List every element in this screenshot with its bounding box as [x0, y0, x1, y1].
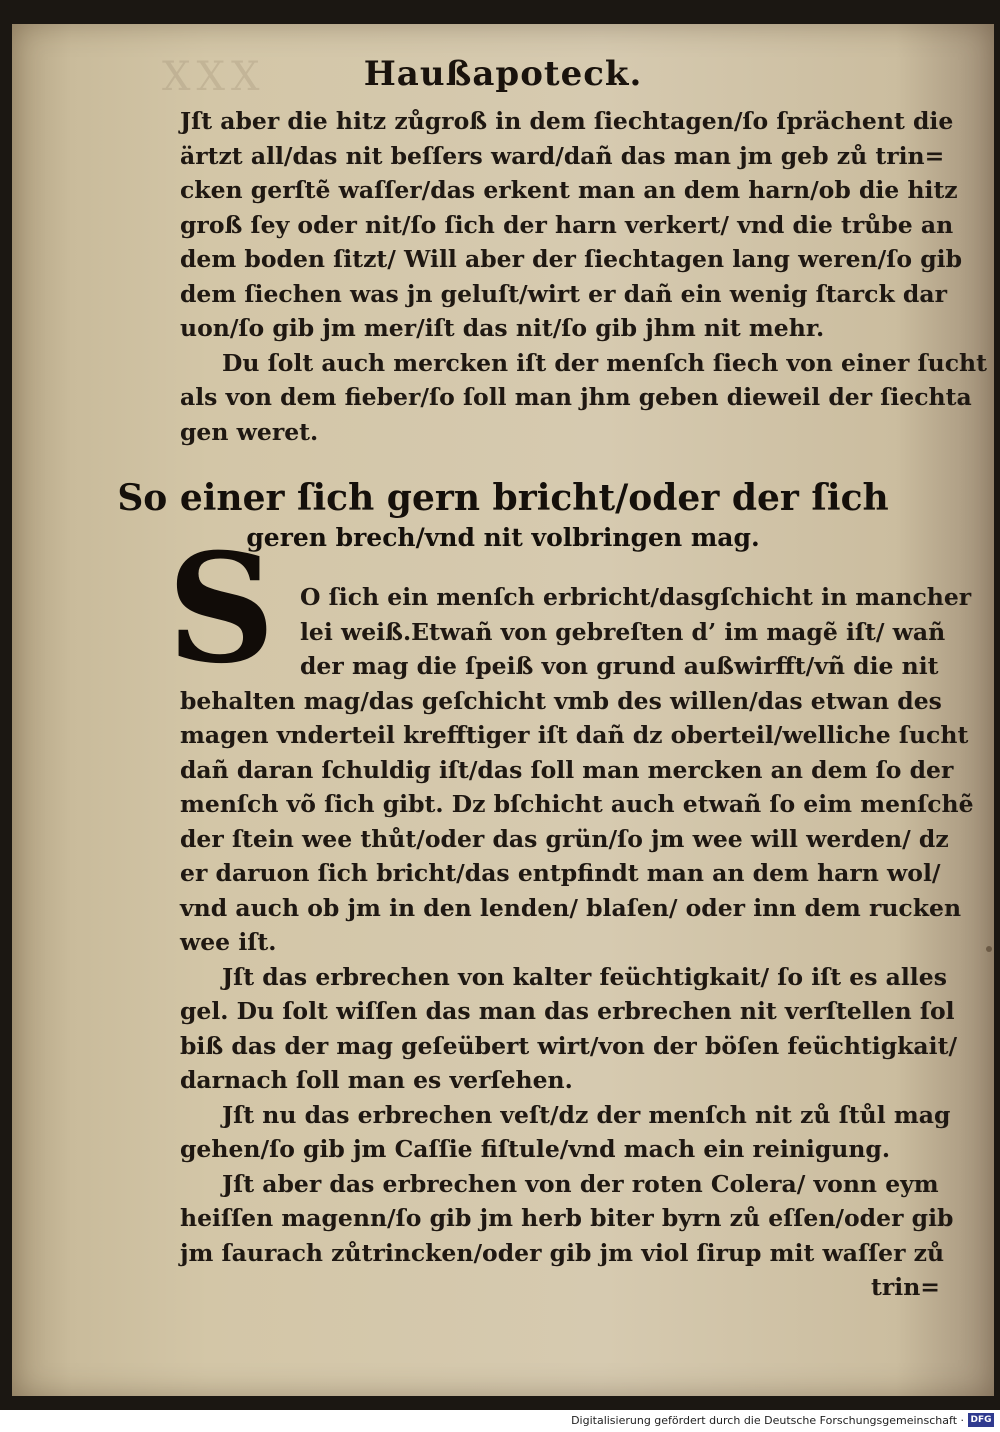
text-line: dem boden ſitzt/ Will aber der ſiechtagen lang weren/ſo gib [180, 245, 963, 273]
text-line: ärtzt all/das nit beſſers ward/dañ das man jm geb zů trin= [180, 141, 945, 170]
ghost-folio-number: XXX [162, 54, 266, 100]
catchword: trin= [871, 1273, 940, 1301]
text-line: Jſt aber das erbrechen von der roten Colera/ vonn eym [222, 1169, 939, 1198]
text-line: jm ſaurach zůtrincken/oder gib jm viol ſirup mit waſſer zů [180, 1238, 945, 1267]
dfg-logo: DFG [968, 1413, 994, 1427]
running-head: Haußapoteck. [363, 54, 643, 94]
text-line: behalten mag/das geſchicht vmb des willen/das etwan des [180, 686, 942, 715]
edge-mark [986, 946, 992, 952]
paragraph-2 [180, 580, 974, 1305]
text-line: dañ daran ſchuldig iſt/das ſoll man mercken an dem ſo der [180, 755, 954, 784]
text-line: Jſt das erbrechen von kalter feüchtigkait/ ſo iſt es alles [222, 962, 947, 991]
text-line: der mag die ſpeiß von grund außwirfft/vñ die nit [300, 652, 939, 680]
section-heading-line-1: So einer ſich gern bricht/oder der ſich [117, 477, 889, 519]
text-line: gel. Du ſolt wiſſen das man das erbrechen nit verſtellen ſol [180, 997, 955, 1025]
text-line: gen weret. [180, 417, 319, 446]
book-page [12, 24, 994, 1396]
section-heading-line-2: geren brech/vnd nit volbringen mag. [246, 523, 760, 552]
text-line: Jſt nu das erbrechen veſt/dz der menſch nit zů ſtůl mag [222, 1100, 951, 1129]
funding-credit: Digitalisierung gefördert durch die Deutsche Forschungsgemeinschaft · [571, 1414, 964, 1427]
text-line: groß ſey oder nit/ſo ſich der harn verkert/ vnd die trůbe an [180, 210, 954, 239]
text-line: dem ſiechen was jn geluſt/wirt er dañ ein wenig ſtarck dar [180, 279, 947, 308]
text-line: lei weiß.Etwañ von gebreſten d’ im magẽ iſt/ wañ [300, 617, 946, 646]
text-line: gehen/ſo gib jm Caſſie fiſtule/vnd mach ein reinigung. [180, 1135, 891, 1163]
text-line: O ſich ein menſch erbricht/dasgſchicht in mancher [300, 583, 972, 611]
text-line: magen vnderteil krefftiger iſt dañ dz oberteil/welliche ſucht [180, 721, 969, 749]
decorated-initial: S [167, 521, 276, 697]
text-line: biß das der mag geſeübert wirt/von der böſen feüchtigkait/ [180, 1031, 958, 1060]
text-line: cken gerſtẽ waſſer/das erkent man an dem harn/ob die hitz [180, 176, 958, 204]
text-line: er daruon ſich bricht/das entpfindt man an dem harn wol/ [180, 859, 941, 887]
text-line: heiſſen magenn/ſo gib jm herb biter byrn zů eſſen/oder gib [180, 1204, 954, 1232]
section-heading [12, 476, 994, 556]
text-line: uon/ſo gib jm mer/iſt das nit/ſo gib jhm nit mehr. [180, 314, 825, 342]
text-line: der ſtein wee thůt/oder das grün/ſo jm wee will werden/ dz [180, 824, 949, 853]
text-line: menſch võ ſich gibt. Dz bſchicht auch etwañ ſo eim menſchẽ [180, 790, 974, 818]
paragraph-1 [180, 104, 987, 449]
text-line: als von dem fieber/ſo ſoll man jhm geben dieweil der ſiechta [180, 383, 972, 411]
text-line: wee iſt. [180, 928, 277, 956]
text-line: vnd auch ob jm in den lenden/ blaſen/ oder inn dem rucken [180, 893, 962, 922]
footer-bar [0, 1410, 1000, 1432]
text-line: Jſt aber die hitz zůgroß in dem ſiechtagen/ſo ſprächent die [180, 107, 954, 135]
text-line: Du ſolt auch mercken iſt der menſch ſiech von einer ſucht [222, 348, 987, 377]
text-line: darnach ſoll man es verſehen. [180, 1066, 573, 1094]
